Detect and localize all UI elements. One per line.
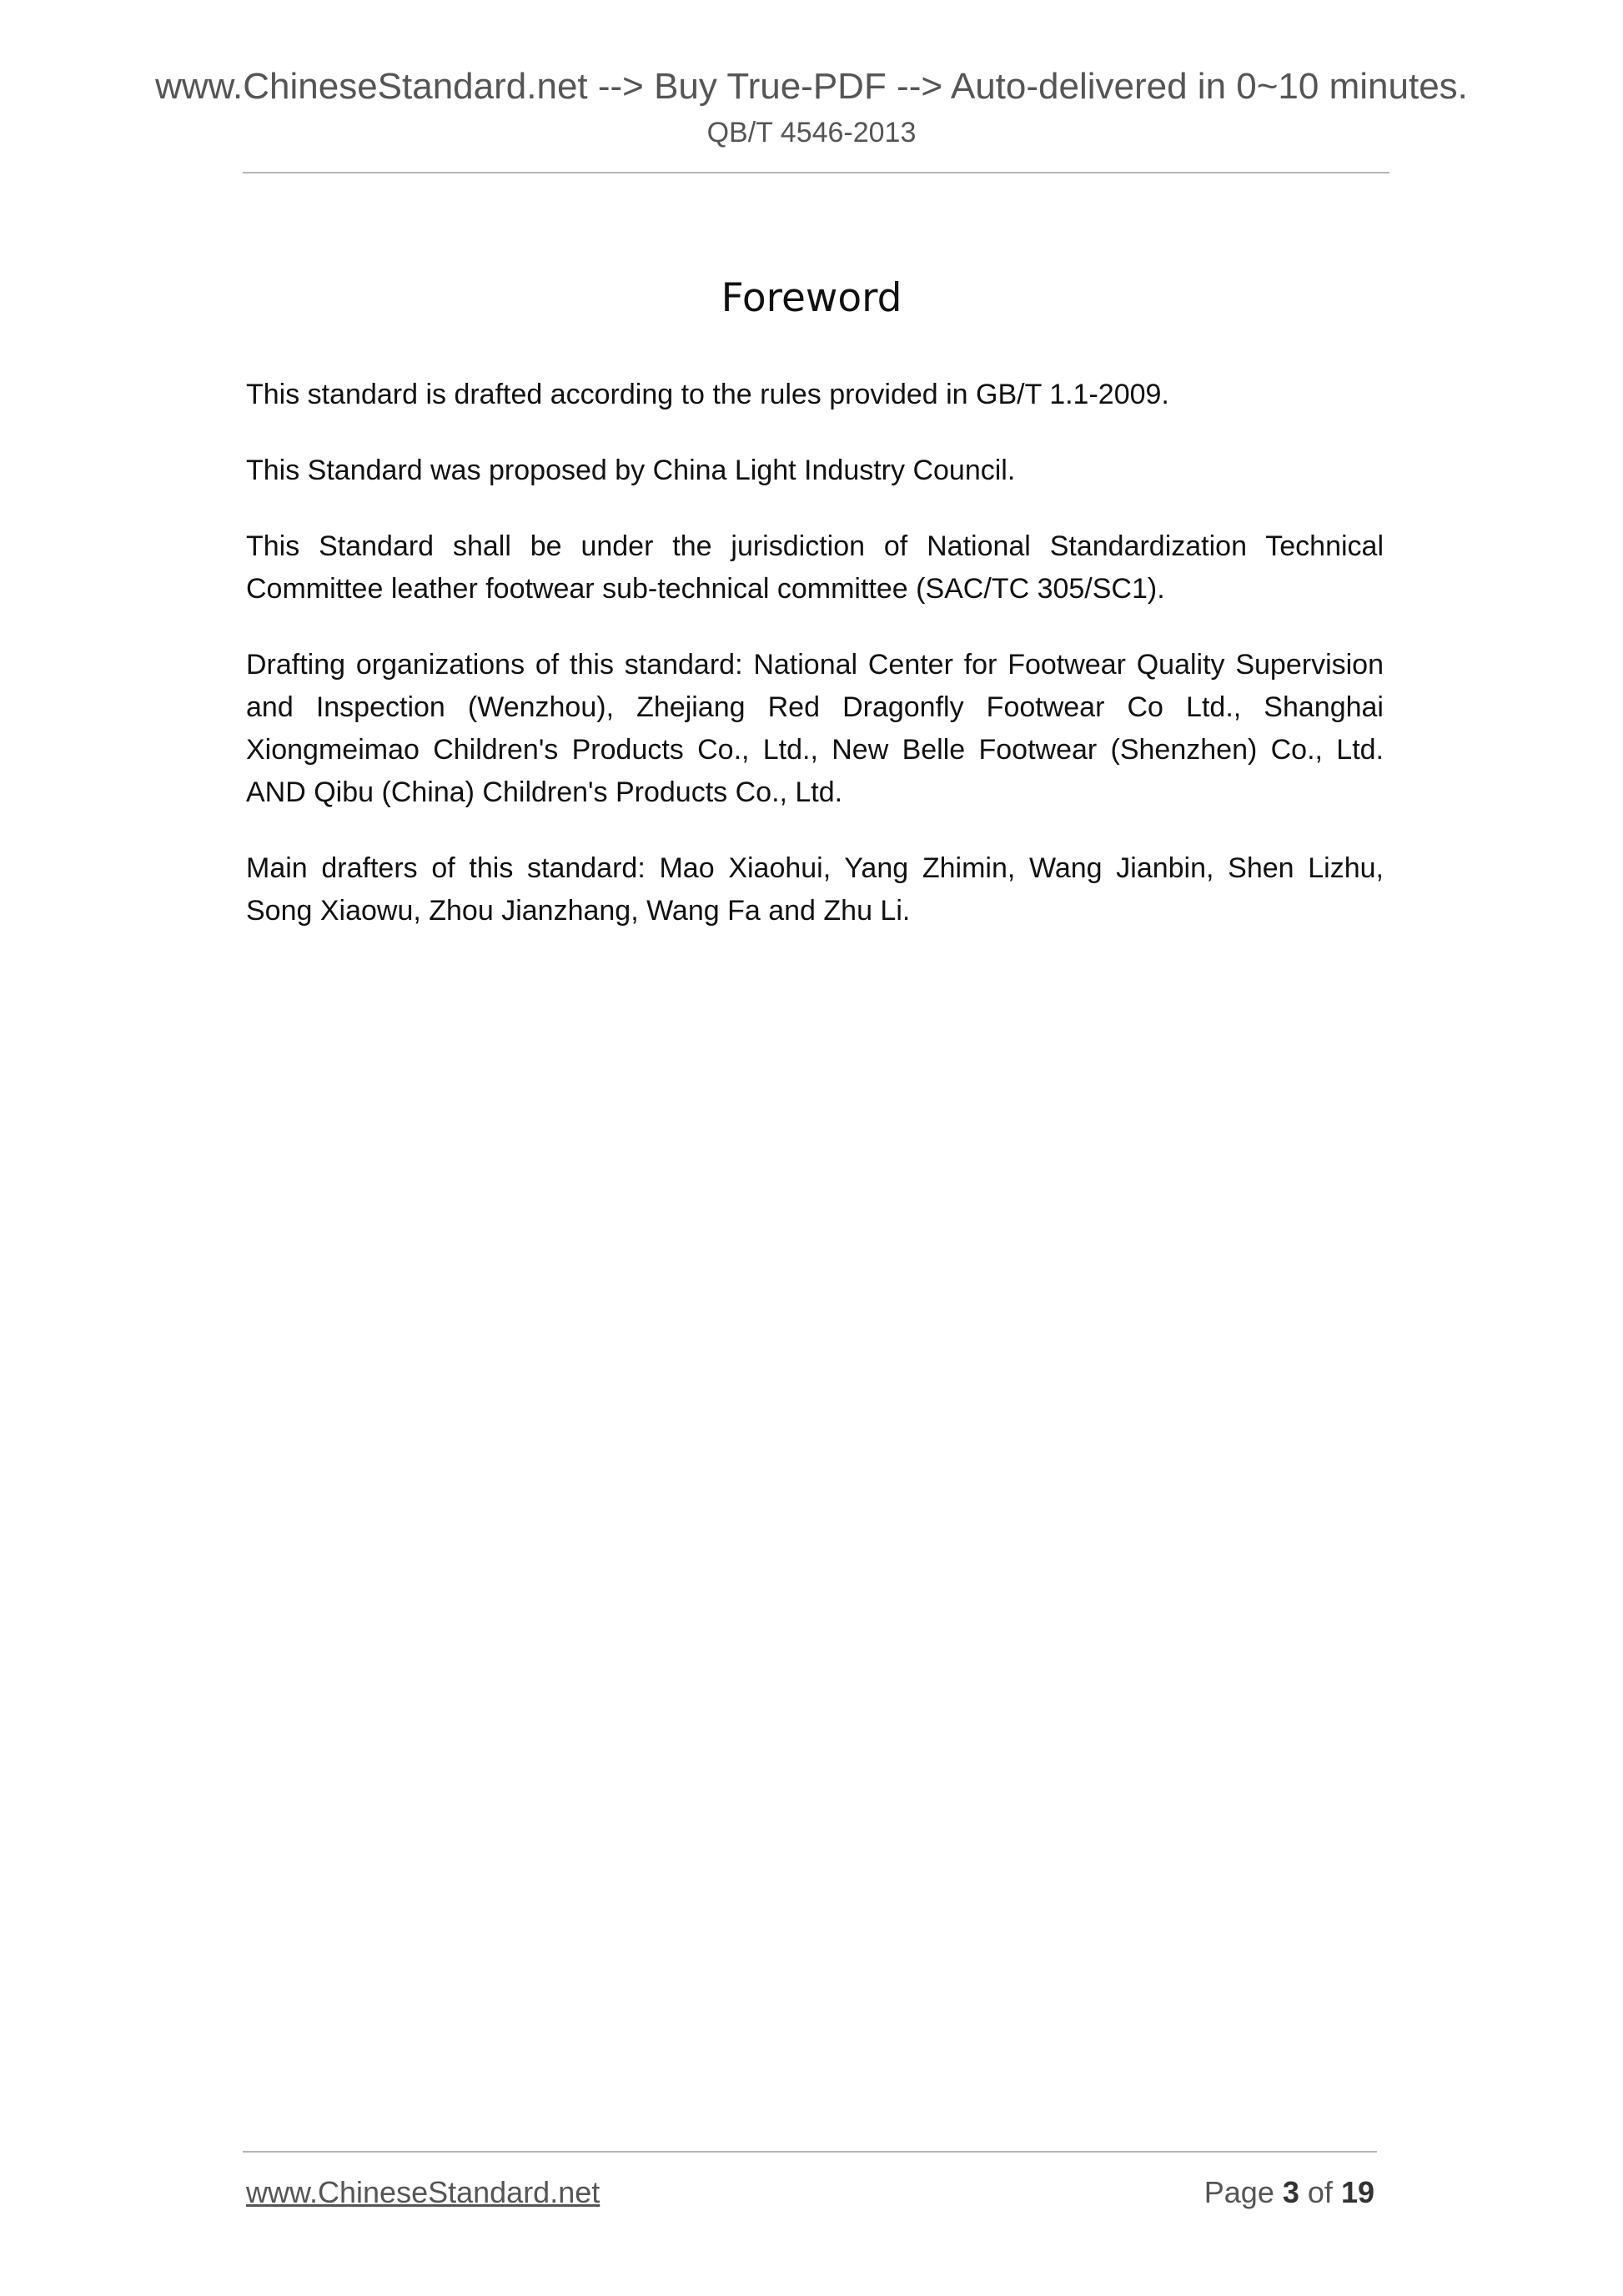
page-of: of [1307, 2175, 1333, 2209]
header-divider [243, 172, 1389, 173]
paragraph-drafting-rules: This standard is drafted according to the rules provided in GB/T 1.1-2009. [246, 379, 1169, 410]
page-current: 3 [1282, 2175, 1299, 2209]
paragraph-jurisdiction: This Standard shall be under the jurisdiction of National Standardization Technical Committee leather footwear sub-technical committee (SAC/TC 305/SC1). [246, 530, 1384, 605]
page-title: Foreword [721, 275, 902, 321]
document-body [246, 374, 1384, 966]
paragraph-proposer: This Standard was proposed by China Light Industry Council. [246, 455, 1016, 486]
standard-code: QB/T 4546-2013 [706, 117, 917, 148]
footer-site-link[interactable]: www.ChineseStandard.net [246, 2175, 600, 2209]
header-banner[interactable]: www.ChineseStandard.net --> Buy True-PDF --> Auto-delivered in 0~10 minutes. [155, 66, 1468, 107]
paragraph-drafting-organizations: Drafting organizations of this standard: National Center for Footwear Quality Supervision and Inspection (Wenzhou), Zhejiang Red Dragonfly Footwear Co Ltd., Shanghai Xiongmeimao Children's Products Co., Ltd., New Belle Footwear (Shenzhen) Co., Ltd. AND Qibu (China) Children's Products Co., Ltd. [246, 649, 1384, 808]
paragraph-main-drafters: Main drafters of this standard: Mao Xiaohui, Yang Zhimin, Wang Jianbin, Shen Lizhu, Song Xiaowu, Zhou Jianzhang, Wang Fa and Zhu Li. [246, 852, 1384, 927]
footer-divider [243, 2151, 1377, 2153]
page-total: 19 [1340, 2175, 1374, 2209]
page-prefix: Page [1203, 2175, 1274, 2209]
page-number [1204, 2173, 1374, 2212]
